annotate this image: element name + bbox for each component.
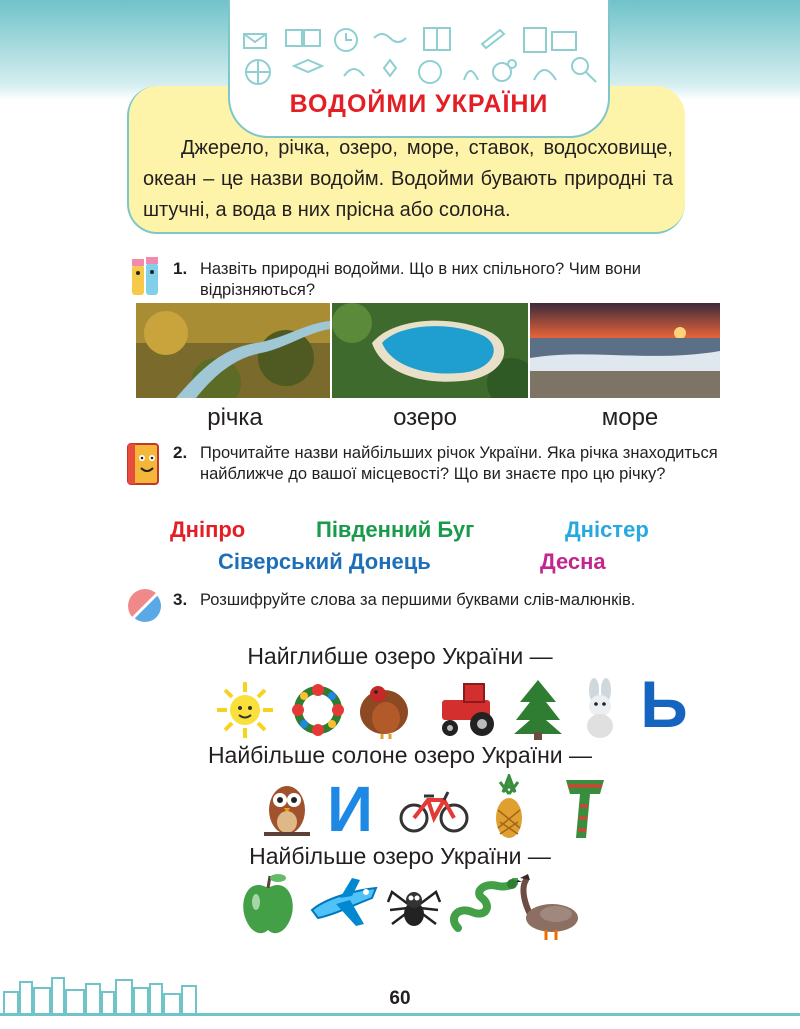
bicycle-icon [398, 788, 470, 834]
sun-icon [215, 680, 275, 740]
letter-tile: Ь [640, 667, 688, 741]
river-name: Десна [540, 549, 606, 574]
task-text: Розшифруйте слова за першими буквами слів-малюнків. [200, 591, 636, 609]
task-text: Назвіть природні водойми. Що в них спільного? Чим вони відрізняються? [200, 260, 642, 299]
page-title: ВОДОЙМИ УКРАЇНИ [289, 90, 549, 118]
school-doodles-icon [234, 20, 604, 92]
fir-tree-icon [512, 678, 564, 740]
turkey-icon [356, 678, 412, 740]
river-photo [136, 303, 330, 398]
apple-icon [238, 872, 298, 938]
wreath-icon [288, 682, 348, 738]
spider-icon [386, 880, 442, 934]
pineapple-icon [492, 774, 526, 840]
goose-icon [516, 870, 582, 942]
scarf-icon [560, 776, 610, 840]
puzzle-prompt: Найбільше озеро України — [249, 843, 551, 869]
caption-river: річка [207, 404, 263, 431]
footer-line [0, 1013, 800, 1016]
lake-photo [332, 303, 528, 398]
puzzle-prompt: Найбільше солоне озеро України — [207, 742, 593, 768]
task-number: 1. [173, 259, 188, 278]
pencils-icon [128, 255, 164, 301]
puzzle-prompt: Найглибше озеро України — [247, 643, 553, 669]
task-text: Прочитайте назви найбільших річок України. Яка річка знаходиться найближче до вашої місцевості? Що ви знаєте про цю річку? [200, 444, 718, 483]
caption-sea: море [601, 404, 659, 431]
owl-icon [262, 778, 312, 840]
tractor-icon [434, 680, 506, 738]
task-number: 2. [173, 443, 188, 462]
city-skyline-icon [0, 964, 200, 1014]
caption-lake: озеро [393, 404, 457, 431]
river-name: Дністер [565, 517, 649, 542]
airplane-icon [306, 874, 382, 934]
river-name: Сіверський Донець [218, 549, 431, 574]
sea-photo [530, 303, 720, 398]
letter-tile: И [327, 773, 373, 845]
intro-paragraph: Джерело, річка, озеро, море, ставок, водосховище, океан – це назви водойм. Водойми бувають природні та штучні, а вода в них прісна або солона. [143, 137, 673, 221]
page-number: 60 [389, 988, 411, 1009]
hare-icon [578, 678, 622, 740]
task-number: 3. [173, 590, 188, 609]
eraser-icon [127, 588, 163, 624]
river-name: Дніпро [170, 517, 246, 542]
snake-icon [448, 878, 518, 934]
book-character-icon [124, 440, 164, 488]
river-name: Південний Буг [316, 517, 475, 542]
